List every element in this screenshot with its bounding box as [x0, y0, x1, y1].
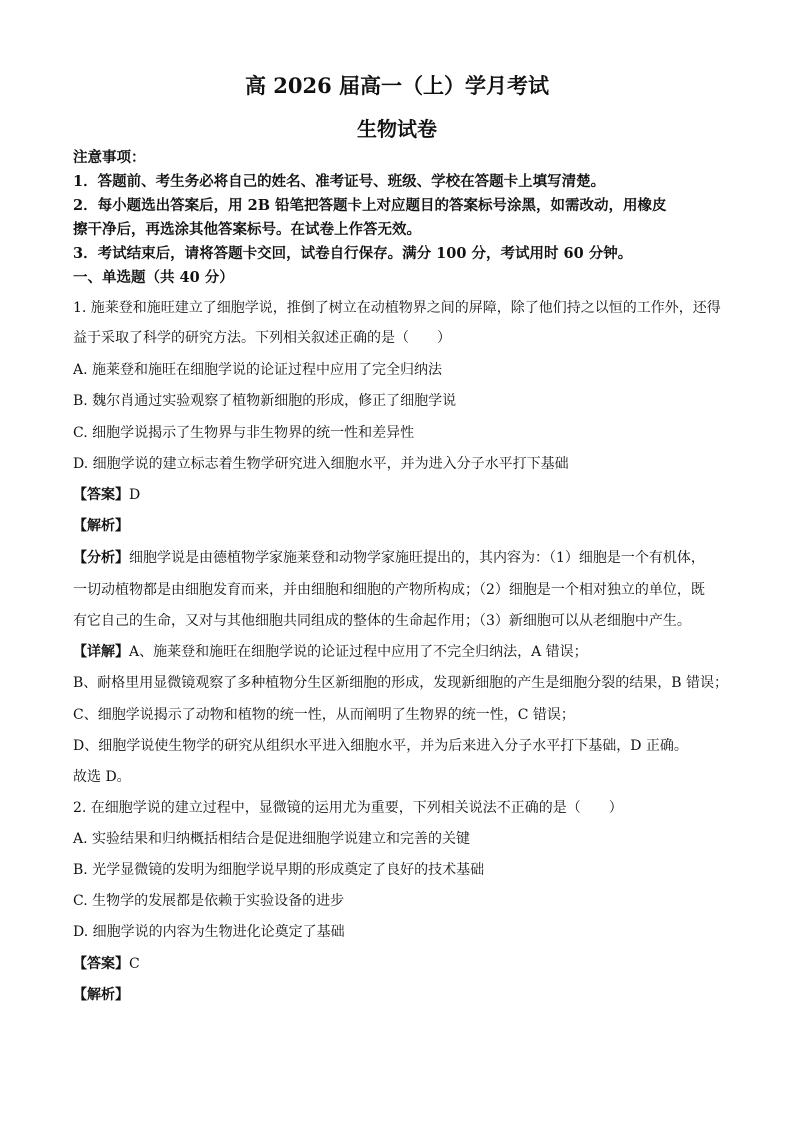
q1-fenxi-line-2: 一切动植物都是由细胞发育而来，并由细胞和细胞的产物所构成；（2）细胞是一个相对独立的单位，既 — [73, 582, 705, 598]
q2-answer — [73, 954, 140, 974]
q2-option-b: B. 光学显微镜的发明为细胞学说早期的形成奠定了良好的技术基础 — [73, 862, 485, 878]
exam-subject: 生物试卷 — [357, 117, 437, 141]
q1-xiangjie-line-4: D、细胞学说使生物学的研究从组织水平进入细胞水平，并为后来进入分子水平打下基础，D 正确。 — [73, 738, 688, 754]
answer-tag: 【答案】 — [73, 487, 129, 503]
q1-fenxi-line-1: 【分析】细胞学说是由德植物学家施莱登和动物学家施旺提出的，其内容为：（1）细胞是一个有机体， — [73, 550, 705, 566]
notice-item-1: 1．答题前、考生务必将自己的姓名、准考证号、班级、学校在答题卡上填写清楚。 — [73, 173, 606, 190]
notice-heading: 注意事项： — [73, 149, 146, 166]
notice-item-2: 2．每小题选出答案后，用 2B 铅笔把答题卡上对应题目的答案标号涂黑，如需改动，用橡皮 — [73, 197, 667, 214]
xiangjie-tag: 【详解】 — [73, 644, 129, 660]
q1-option-a: A. 施莱登和施旺在细胞学说的论证过程中应用了完全归纳法 — [73, 362, 443, 378]
q2-analysis-tag: 【解析】 — [73, 987, 129, 1003]
exam-title: 高 2026 届高一（上）学月考试 — [244, 73, 550, 98]
q2-option-a: A. 实验结果和归纳概括相结合是促进细胞学说建立和完善的关键 — [73, 831, 471, 847]
q1-stem-line-1: 1. 施莱登和施旺建立了细胞学说，推倒了树立在动植物界之间的屏障，除了他们持之以恒的工作外，还得 — [73, 300, 721, 316]
q1-option-b: B. 魏尔肖通过实验观察了植物新细胞的形成，修正了细胞学说 — [73, 393, 457, 409]
q1-xiangjie-line-1: 【详解】A、施莱登和施旺在细胞学说的论证过程中应用了不完全归纳法，A 错误； — [73, 644, 588, 660]
q2-option-c: C. 生物学的发展都是依赖于实验设备的进步 — [73, 893, 345, 909]
q1-stem-line-2: 益于采取了科学的研究方法。下列相关叙述正确的是（ ） — [73, 330, 451, 346]
notice-item-3: 3．考试结束后，请将答题卡交回，试卷自行保存。满分 100 分，考试用时 60 分钟。 — [73, 245, 633, 262]
q1-analysis-tag: 【解析】 — [73, 518, 129, 534]
notice-item-2-cont: 擦干净后，再选涂其他答案标号。在试卷上作答无效。 — [73, 221, 421, 238]
q1-option-c: C. 细胞学说揭示了生物界与非生物界的统一性和差异性 — [73, 425, 415, 441]
q2-option-d: D. 细胞学说的内容为生物进化论奠定了基础 — [73, 924, 345, 940]
fenxi-tag: 【分析】 — [73, 550, 129, 566]
answer-value: D — [129, 487, 141, 503]
q1-answer — [73, 485, 140, 505]
q1-conclusion: 故选 D。 — [73, 769, 131, 785]
q1-xiangjie-line-3: C、细胞学说揭示了动物和植物的统一性，从而阐明了生物界的统一性，C 错误； — [73, 707, 575, 723]
q1-xiangjie-line-2: B、耐格里用显微镜观察了多种植物分生区新细胞的形成，发现新细胞的产生是细胞分裂的结果，B 错误； — [73, 675, 729, 691]
section-heading: 一、单选题（共 40 分） — [73, 269, 234, 286]
q1-fenxi-line-3: 有它自己的生命，又对与其他细胞共同组成的整体的生命起作用；（3）新细胞可以从老细胞中产生。 — [73, 613, 691, 629]
q1-option-d: D. 细胞学说的建立标志着生物学研究进入细胞水平，并为进入分子水平打下基础 — [73, 456, 569, 472]
q2-stem: 2. 在细胞学说的建立过程中，显微镜的运用尤为重要，下列相关说法不正确的是（ ） — [73, 800, 623, 816]
answer-value: C — [129, 956, 140, 972]
answer-tag: 【答案】 — [73, 956, 129, 972]
